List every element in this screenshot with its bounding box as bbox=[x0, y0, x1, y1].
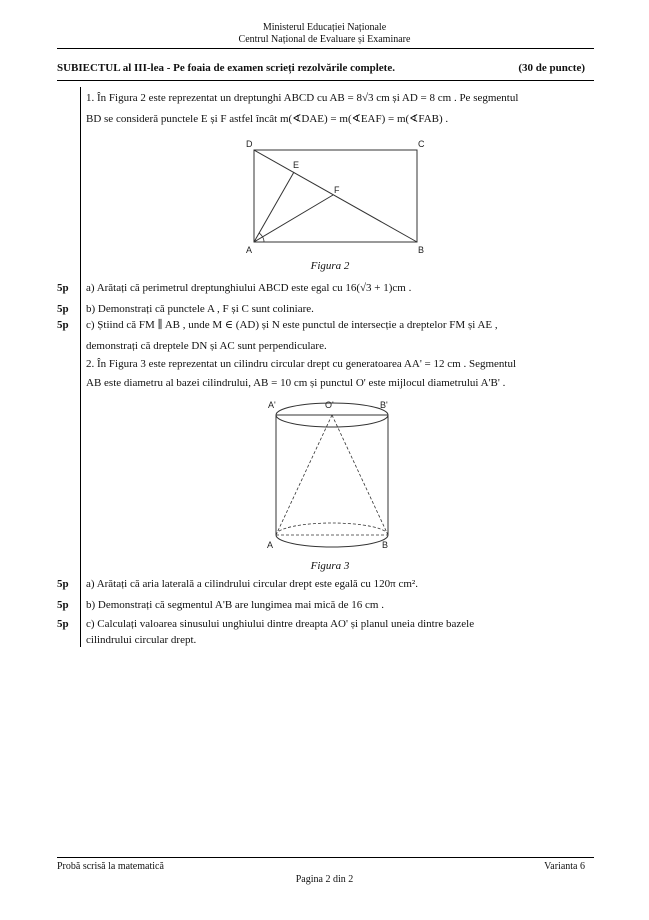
figure-2-rectangle bbox=[240, 135, 440, 260]
p1a-text: a) Arătați că perimetrul dreptunghiului ABCD este egal cu 16(√3 + 1)cm . bbox=[86, 282, 412, 294]
label-f: F bbox=[334, 185, 340, 195]
p2c-text: c) Calculați valoarea sinusului unghiului dintre dreapta AO' și planul uneia dintre bazele bbox=[86, 618, 475, 630]
bottom-base-back bbox=[276, 523, 388, 535]
bottom-base-front bbox=[276, 535, 388, 547]
p2c-points: 5p bbox=[57, 618, 69, 630]
label-b-prime: B' bbox=[380, 400, 388, 410]
subject-title: SUBIECTUL al III-lea - Pe foaia de examen scrieți rezolvările complete. bbox=[57, 62, 395, 74]
label-b2: B bbox=[382, 540, 389, 550]
p2b-text: b) Demonstrați că segmentul A'B are lungimea mai mică de 16 cm . bbox=[86, 599, 384, 611]
label-a2: A bbox=[267, 540, 274, 550]
angle-mark-2 bbox=[259, 233, 262, 236]
p2a-points: 5p bbox=[57, 578, 69, 590]
subject-divider bbox=[57, 80, 594, 81]
label-a: A bbox=[246, 245, 253, 255]
p2c-text-cont: cilindrului circular drept. bbox=[86, 634, 197, 646]
figure-3-cylinder bbox=[262, 395, 402, 560]
segment-ao-prime bbox=[276, 415, 332, 535]
segment-ae bbox=[254, 172, 294, 242]
p1c-text-cont: demonstrați că dreptele DN și AC sunt perpendiculare. bbox=[86, 340, 327, 352]
footer-right: Varianta 6 bbox=[544, 861, 585, 872]
label-c: C bbox=[418, 139, 425, 149]
p1c-text: c) Știind că FM ∥ AB , unde M ∈ (AD) și N este punctul de intersecție a dreptelor FM și AE , bbox=[86, 319, 498, 331]
p1c-points: 5p bbox=[57, 319, 69, 331]
p1b-points: 5p bbox=[57, 303, 69, 315]
figure-2-caption: Figura 2 bbox=[310, 260, 350, 272]
p1a-points: 5p bbox=[57, 282, 69, 294]
header-divider bbox=[57, 48, 594, 49]
margin-line bbox=[80, 87, 81, 647]
angle-mark-1 bbox=[262, 236, 264, 242]
problem1-statement-line1: 1. În Figura 2 este reprezentat un dreptunghi ABCD cu AB = 8√3 cm și AD = 8 cm . Pe segmentul bbox=[86, 92, 519, 104]
p1b-text: b) Demonstrați că punctele A , F și C sunt coliniare. bbox=[86, 303, 314, 315]
segment-bo-prime bbox=[332, 415, 388, 535]
problem2-statement-line1: 2. În Figura 3 este reprezentat un cilindru circular drept cu generatoarea AA' = 12 cm . Segmentul bbox=[86, 358, 516, 370]
label-e: E bbox=[293, 160, 300, 170]
header-center: Centrul Național de Evaluare și Examinare bbox=[238, 34, 411, 45]
problem2-statement-line2: AB este diametru al bazei cilindrului, AB = 10 cm și punctul O' este mijlocul diametrului A'B' . bbox=[86, 377, 506, 389]
header-ministry: Ministerul Educației Naționale bbox=[262, 22, 387, 33]
label-a-prime: A' bbox=[268, 400, 276, 410]
subject-points: (30 de puncte) bbox=[518, 62, 585, 74]
p2b-points: 5p bbox=[57, 599, 69, 611]
segment-af bbox=[254, 195, 333, 242]
label-o-prime: O' bbox=[325, 400, 334, 410]
footer-page: Pagina 2 din 2 bbox=[295, 874, 354, 885]
diagonal-bd bbox=[254, 150, 417, 242]
figure-3-caption: Figura 3 bbox=[310, 560, 350, 572]
label-b: B bbox=[418, 245, 425, 255]
footer-divider bbox=[57, 857, 594, 858]
footer-left: Probă scrisă la matematică bbox=[57, 861, 164, 872]
p2a-text: a) Arătați că aria laterală a cilindrului circular drept este egală cu 120π cm². bbox=[86, 578, 418, 590]
label-d: D bbox=[246, 139, 253, 149]
problem1-statement-line2: BD se consideră punctele E și F astfel încât m(∢DAE) = m(∢EAF) = m(∢FAB) . bbox=[86, 113, 449, 125]
